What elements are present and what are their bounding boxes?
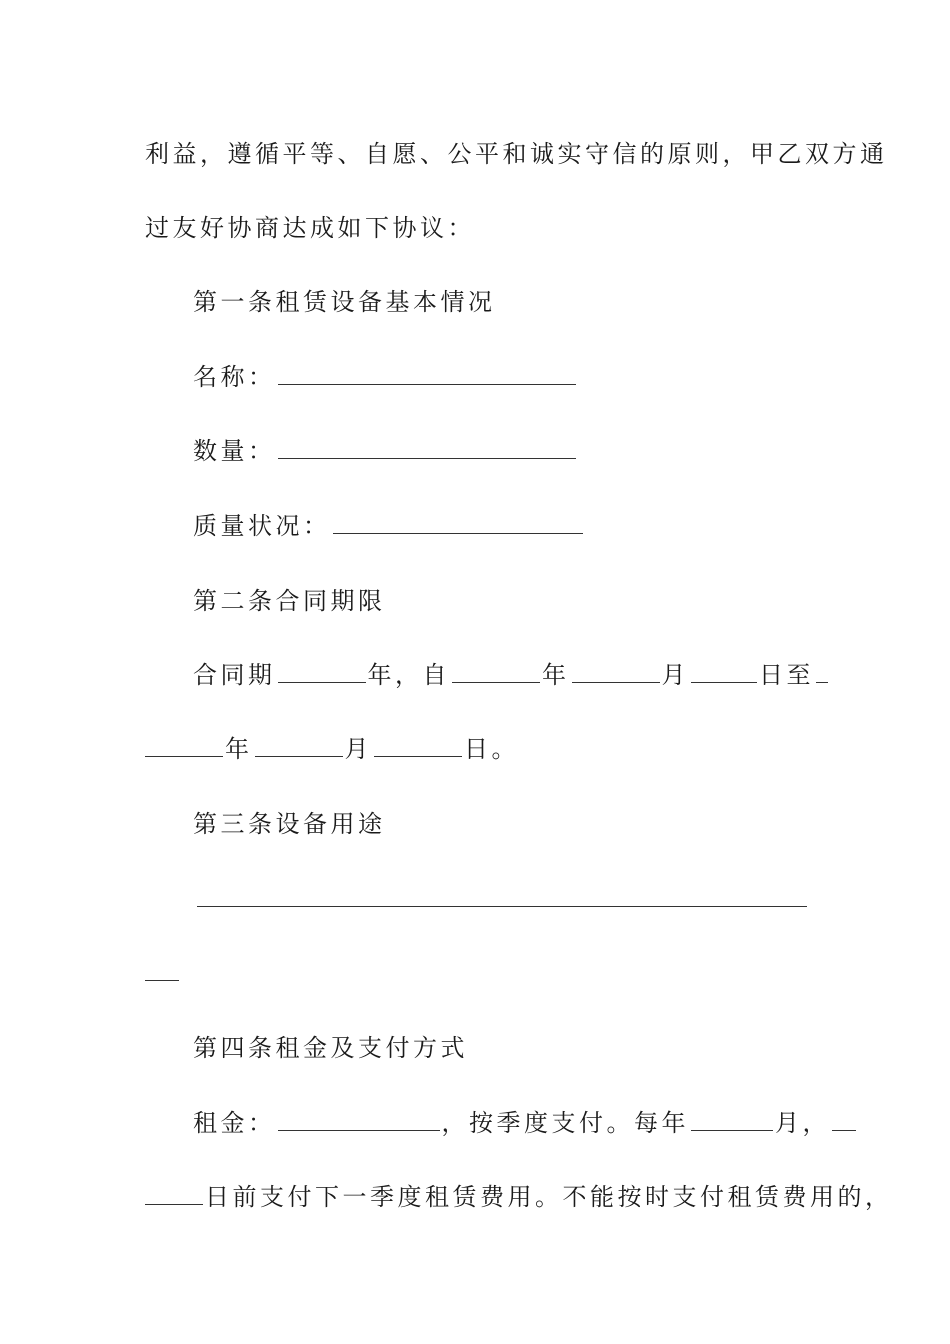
- rent-label: 租金：: [193, 1109, 276, 1137]
- term-label: 合同期: [193, 661, 276, 689]
- quantity-blank[interactable]: [278, 436, 576, 459]
- quality-row: [193, 510, 585, 542]
- term-years-blank[interactable]: [278, 660, 366, 683]
- quantity-row: [193, 435, 578, 467]
- term-text: 年: [542, 661, 570, 689]
- rent-row: [193, 1107, 858, 1139]
- start-month-blank[interactable]: [572, 660, 660, 683]
- end-day-blank[interactable]: [374, 734, 462, 757]
- term-text: 日至: [759, 661, 814, 689]
- article-2-heading: 第二条合同期限: [193, 587, 386, 615]
- pay-day-blank-start[interactable]: [832, 1108, 856, 1131]
- name-row: [193, 361, 578, 393]
- rent-text: 日前支付下一季度租赁费用。不能按时支付租赁费用的，: [205, 1183, 893, 1211]
- rent-text: ，按季度支付。每年: [441, 1109, 689, 1137]
- term-row-2: [145, 733, 519, 765]
- quantity-label: 数量：: [193, 437, 276, 465]
- usage-blank[interactable]: [197, 906, 807, 907]
- start-year-blank[interactable]: [452, 660, 540, 683]
- name-label: 名称：: [193, 363, 276, 391]
- quality-label: 质量状况：: [193, 512, 331, 540]
- term-text: 年，自: [367, 661, 450, 689]
- name-blank[interactable]: [278, 362, 576, 385]
- article-3-heading: 第三条设备用途: [193, 810, 386, 838]
- term-text: 月: [661, 661, 689, 689]
- term-row: [193, 659, 830, 691]
- quality-blank[interactable]: [333, 511, 583, 534]
- pay-month-blank[interactable]: [691, 1108, 773, 1131]
- term-text: 日。: [464, 735, 519, 763]
- paragraph-line: 利益，遵循平等、自愿、公平和诚实守信的原则，甲乙双方通: [145, 140, 888, 168]
- term-text: 月: [344, 735, 372, 763]
- usage-blank-continued[interactable]: [145, 980, 179, 981]
- pay-day-blank[interactable]: [145, 1182, 203, 1205]
- term-text: 年: [225, 735, 253, 763]
- paragraph-line: 过友好协商达成如下协议：: [145, 214, 475, 242]
- rent-amount-blank[interactable]: [278, 1108, 440, 1131]
- end-year-blank-start[interactable]: [816, 660, 828, 683]
- rent-row-2: [145, 1181, 893, 1213]
- end-month-blank[interactable]: [255, 734, 343, 757]
- article-4-heading: 第四条租金及支付方式: [193, 1034, 468, 1062]
- start-day-blank[interactable]: [691, 660, 757, 683]
- rent-text: 月，: [775, 1109, 830, 1137]
- article-1-heading: 第一条租赁设备基本情况: [193, 288, 496, 316]
- end-year-blank[interactable]: [145, 734, 223, 757]
